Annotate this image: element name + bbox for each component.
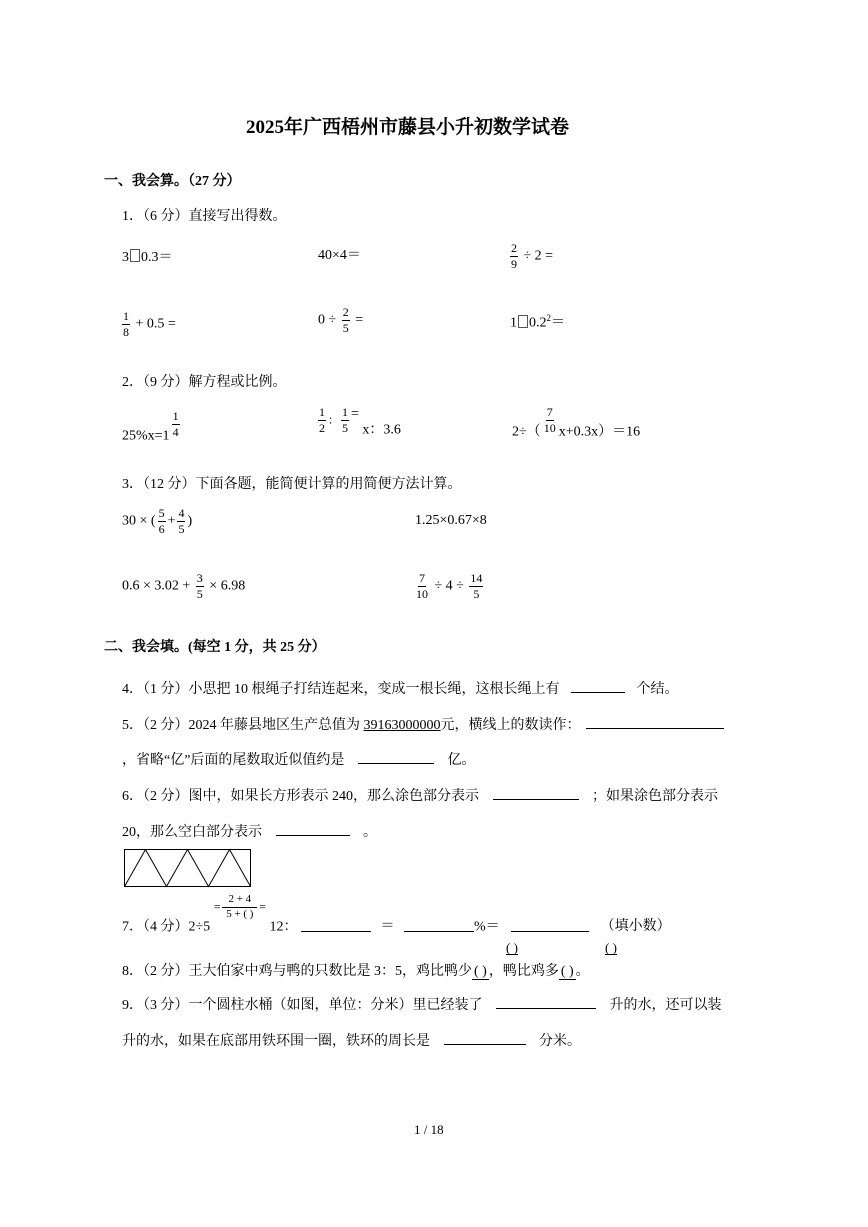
fraction: $\frac{7}{10}$: [543, 405, 556, 435]
q3-item-c: 0.6 × 3.02 + $\frac{3}{5}$ × 6.98: [122, 571, 246, 601]
q8: 8．（2 分）王大伯家中鸡与鸭的只数比是 3：5，鸡比鸭少 ( ) ，鸭比鸡多 ( ) 。: [122, 964, 590, 979]
answer-blank[interactable]: [493, 785, 579, 800]
box-glyph: [130, 249, 140, 262]
q7-paren-blank-1[interactable]: ( ): [506, 940, 518, 955]
q2-stem: 2．（9 分）解方程或比例。: [122, 375, 287, 390]
fraction: $\frac{1}{4}$: [172, 409, 179, 439]
fraction: $\frac{2}{5}$: [342, 305, 349, 335]
fraction: $\frac{2}{9}$: [511, 241, 517, 271]
answer-blank[interactable]: [358, 749, 434, 764]
q1-stem: 1．（6 分）直接写出得数。: [122, 209, 287, 224]
q6-line2: 20，那么空白部分表示 。: [122, 821, 377, 840]
q9-line2: 升的水，如果在底部用铁环围一圈，铁环的周长是 分米。: [122, 1030, 581, 1049]
answer-blank[interactable]: [571, 678, 625, 693]
q2-item-b: $\frac{1}{2}$ ： $\frac{1}{5}$ = x：3.6: [319, 405, 401, 438]
q1-item-a: 3 0.3＝: [122, 250, 173, 265]
q3-item-d: $\frac{7}{10}$ ÷ 4 ÷ $\frac{14}{5}$: [416, 571, 483, 601]
page-title: 2025年广西梧州市藤县小升初数学试卷: [246, 117, 570, 138]
q9-line1: 9．（3 分）一个圆柱水桶（如图，单位：分米）里已经装了 升的水，还可以装: [122, 994, 722, 1013]
q5-line2: ，省略“亿”后面的尾数取近似值约是 亿。: [122, 749, 475, 768]
rectangle-triangles-figure: [124, 849, 252, 889]
answer-blank[interactable]: [511, 917, 589, 932]
page-number: 1 / 18: [414, 1122, 444, 1137]
answer-blank[interactable]: [586, 714, 724, 729]
fraction: $\frac{4}{5}$: [178, 506, 185, 536]
q3-item-a: 30 × ( $\frac{5}{6}$ + $\frac{4}{5}$ ): [122, 506, 193, 536]
q1-item-c: $\frac{2}{9}$ ÷ 2 =: [511, 241, 554, 271]
answer-blank[interactable]: [276, 821, 350, 836]
q1-item-d: $\frac{1}{8}$ + 0.5 =: [123, 309, 176, 339]
q3-stem: 3．（12 分）下面各题，能简便计算的用简便方法计算。: [122, 477, 462, 492]
answer-blank[interactable]: [496, 994, 596, 1009]
fraction: $\frac{14}{5}$: [470, 571, 483, 601]
fraction: $\frac{2 + 4}{5 + ( )}$: [222, 893, 257, 922]
fraction: $\frac{1}{5}$: [342, 405, 348, 435]
fraction: $\frac{3}{5}$: [196, 571, 203, 601]
q1-item-e: 0 ÷ $\frac{2}{5}$ =: [318, 305, 364, 335]
fraction: $\frac{1}{2}$: [319, 405, 325, 435]
fraction: $\frac{7}{10}$: [416, 571, 428, 601]
underlined-number: 39163000000: [363, 718, 441, 733]
q2-item-a: 25%x=1 $\frac{1}{4}$: [122, 409, 179, 444]
q1-item-f: 1 $0.2^2=$: [510, 313, 565, 331]
q3-item-b: 1.25×0.67×8: [415, 513, 487, 528]
q4: 4．（1 分）小思把 10 根绳子打结连起来，变成一根长绳，这根长绳上有 个结。: [122, 678, 679, 697]
section-1-heading: 一、我会算。（27 分）: [104, 174, 241, 189]
fraction: $\frac{5}{6}$: [158, 506, 165, 536]
q7-paren-blank-2[interactable]: ( ): [605, 940, 617, 955]
answer-blank[interactable]: [404, 917, 474, 932]
q7: 7．（4 分）2÷5 = $\frac{2 + 4}{5 + ( )}$ = 12： ＝ %＝ （填小数）: [122, 893, 671, 935]
fraction: $\frac{1}{8}$: [123, 309, 129, 339]
box-glyph: [518, 315, 528, 328]
q2-item-c: 2÷（ $\frac{7}{10}$ x+0.3x）＝16: [512, 405, 641, 440]
q6-line1: 6．（2 分）图中，如果长方形表示 240，那么涂色部分表示 ；如果涂色部分表示: [122, 785, 718, 804]
answer-blank[interactable]: [444, 1030, 526, 1045]
answer-blank[interactable]: ( ): [474, 964, 487, 979]
answer-blank[interactable]: ( ): [560, 964, 574, 979]
answer-blank[interactable]: [301, 917, 371, 932]
q1-item-b: 40×4＝: [318, 248, 361, 263]
section-2-heading: 二、我会填。(每空 1 分，共 25 分）: [104, 640, 326, 655]
q5-line1: 5．（2 分）2024 年藤县地区生产总值为 39163000000元，横线上的数读作：: [122, 714, 724, 733]
